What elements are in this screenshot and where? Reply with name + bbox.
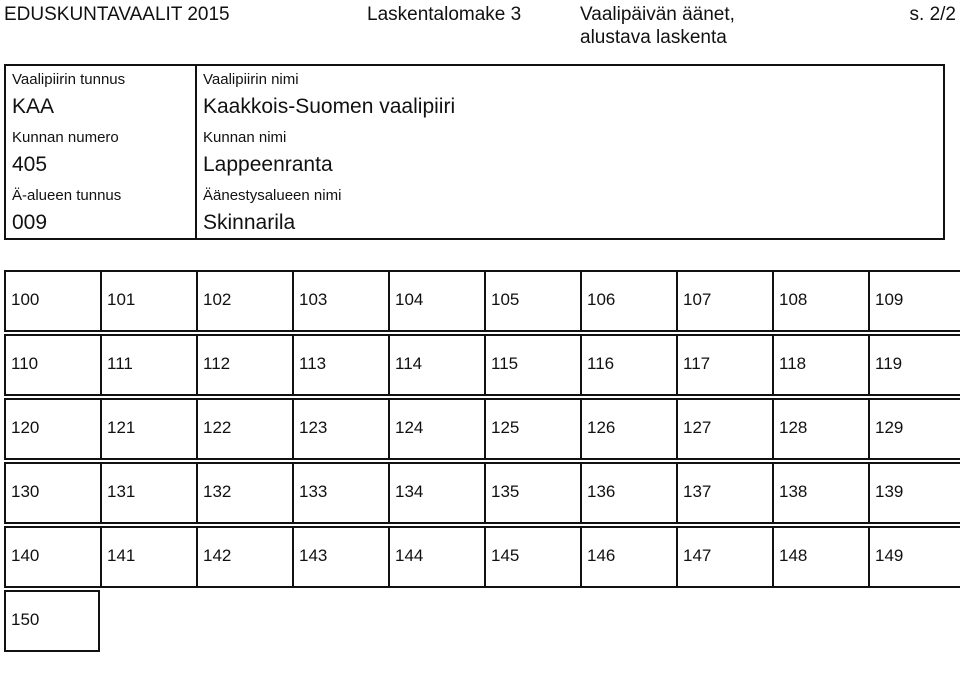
candidate-vote-cell[interactable] [388,398,484,460]
candidate-number: 113 [299,354,327,373]
candidate-vote-cell[interactable] [4,526,100,588]
candidate-number: 142 [203,546,232,565]
candidate-vote-cell[interactable] [388,462,484,524]
candidate-vote-cell[interactable] [772,334,868,396]
candidate-number: 144 [395,546,424,565]
candidate-number: 136 [587,482,616,501]
candidate-number: 145 [491,546,520,565]
candidate-number: 140 [11,546,40,565]
area-code-value: 009 [12,211,48,234]
candidate-vote-cell[interactable] [4,590,100,652]
candidate-number: 149 [875,546,904,565]
candidate-vote-cell[interactable] [676,398,772,460]
candidate-number: 121 [107,418,136,437]
candidate-vote-cell[interactable] [4,462,100,524]
area-code-label: Ä-alueen tunnus [12,187,122,204]
candidate-number: 107 [683,290,712,309]
candidate-vote-cell[interactable] [100,526,196,588]
candidate-vote-cell[interactable] [484,462,580,524]
candidate-vote-cell[interactable] [868,270,960,332]
candidate-vote-cell[interactable] [676,526,772,588]
candidate-number: 131 [107,482,136,501]
candidate-vote-cell[interactable] [676,270,772,332]
municipality-name-label: Kunnan nimi [203,129,287,146]
candidate-number: 125 [491,418,520,437]
candidate-number: 128 [779,418,808,437]
candidate-number: 117 [683,354,711,373]
candidate-number: 106 [587,290,616,309]
district-name-value: Kaakkois-Suomen vaalipiiri [203,95,456,118]
candidate-vote-cell[interactable] [772,526,868,588]
candidate-number: 126 [587,418,616,437]
candidate-number: 115 [491,354,519,373]
candidate-vote-cell[interactable] [772,270,868,332]
municipality-name-value: Lappeenranta [203,153,333,176]
candidate-vote-cell[interactable] [388,334,484,396]
candidate-vote-cell[interactable] [484,270,580,332]
candidate-number: 132 [203,482,232,501]
election-title: EDUSKUNTAVAALIT 2015 [4,4,230,25]
form-title [580,3,735,49]
candidate-vote-cell[interactable] [580,270,676,332]
candidate-number: 116 [587,354,615,373]
candidate-number: 122 [203,418,232,437]
form-title-line2: alustava laskenta [580,27,727,48]
candidate-vote-cell[interactable] [484,398,580,460]
candidate-vote-cell[interactable] [196,334,292,396]
municipality-number-label: Kunnan numero [12,129,119,146]
candidate-vote-cell[interactable] [676,334,772,396]
candidate-number: 118 [779,354,807,373]
candidate-number: 103 [299,290,328,309]
candidate-vote-cell[interactable] [100,270,196,332]
candidate-number: 137 [683,482,712,501]
candidate-vote-cell[interactable] [292,398,388,460]
candidate-number: 111 [107,354,133,373]
candidate-vote-cell[interactable] [868,334,960,396]
candidate-number: 135 [491,482,520,501]
candidate-number: 146 [587,546,616,565]
candidate-number: 114 [395,354,423,373]
candidate-vote-cell[interactable] [292,270,388,332]
candidate-number: 129 [875,418,904,437]
district-name-label: Vaalipiirin nimi [203,71,299,88]
candidate-number: 147 [683,546,712,565]
candidate-vote-cell[interactable] [676,462,772,524]
candidate-number: 110 [11,354,39,373]
candidate-vote-cell[interactable] [292,334,388,396]
candidate-number: 120 [11,418,40,437]
candidate-vote-cell[interactable] [580,526,676,588]
form-name: Laskentalomake 3 [367,4,522,25]
candidate-number: 138 [779,482,808,501]
candidate-vote-cell[interactable] [388,270,484,332]
candidate-number: 133 [299,482,328,501]
candidate-vote-cell[interactable] [868,462,960,524]
district-code-label: Vaalipiirin tunnus [12,71,126,88]
candidate-number: 101 [107,290,136,309]
candidate-vote-cell[interactable] [484,526,580,588]
candidate-vote-cell[interactable] [4,334,100,396]
candidate-vote-cell[interactable] [196,526,292,588]
candidate-vote-cell[interactable] [196,462,292,524]
candidate-number: 104 [395,290,424,309]
candidate-vote-cell[interactable] [868,398,960,460]
candidate-number: 143 [299,546,328,565]
candidate-number: 105 [491,290,520,309]
candidate-vote-cell[interactable] [100,398,196,460]
polling-area-info-box [4,64,945,240]
candidate-number: 141 [107,546,136,565]
area-name-value: Skinnarila [203,211,296,234]
candidate-vote-cell[interactable] [388,526,484,588]
candidate-vote-cell[interactable] [580,398,676,460]
candidate-vote-cell[interactable] [580,334,676,396]
page-number: s. 2/2 [909,4,956,25]
candidate-vote-cell[interactable] [100,462,196,524]
municipality-number-value: 405 [12,153,48,176]
candidate-vote-cell[interactable] [100,334,196,396]
form-title-line1: Vaalipäivän äänet, [580,4,735,25]
candidate-vote-cell[interactable] [4,270,100,332]
candidate-number: 102 [203,290,232,309]
candidate-vote-cell[interactable] [868,526,960,588]
candidate-number: 124 [395,418,424,437]
candidate-vote-cell[interactable] [4,398,100,460]
candidate-number: 109 [875,290,904,309]
district-code-value: KAA [12,95,55,118]
area-name-label: Äänestysalueen nimi [203,187,342,204]
candidate-vote-cell[interactable] [292,462,388,524]
candidate-vote-cell[interactable] [580,462,676,524]
candidate-number: 108 [779,290,808,309]
candidate-number: 119 [875,354,903,373]
candidate-number: 139 [875,482,904,501]
candidate-number: 150 [11,610,40,629]
candidate-number: 127 [683,418,712,437]
candidate-number: 148 [779,546,808,565]
candidate-vote-cell[interactable] [484,334,580,396]
candidate-vote-cell[interactable] [196,270,292,332]
candidate-number: 130 [11,482,40,501]
candidate-number: 123 [299,418,328,437]
candidate-vote-cell[interactable] [772,398,868,460]
candidate-vote-cell[interactable] [196,398,292,460]
candidate-vote-cell[interactable] [772,462,868,524]
candidate-number: 112 [203,354,231,373]
info-box-divider [195,66,197,238]
candidate-vote-cell[interactable] [292,526,388,588]
candidate-number: 100 [11,290,40,309]
candidate-number: 134 [395,482,424,501]
